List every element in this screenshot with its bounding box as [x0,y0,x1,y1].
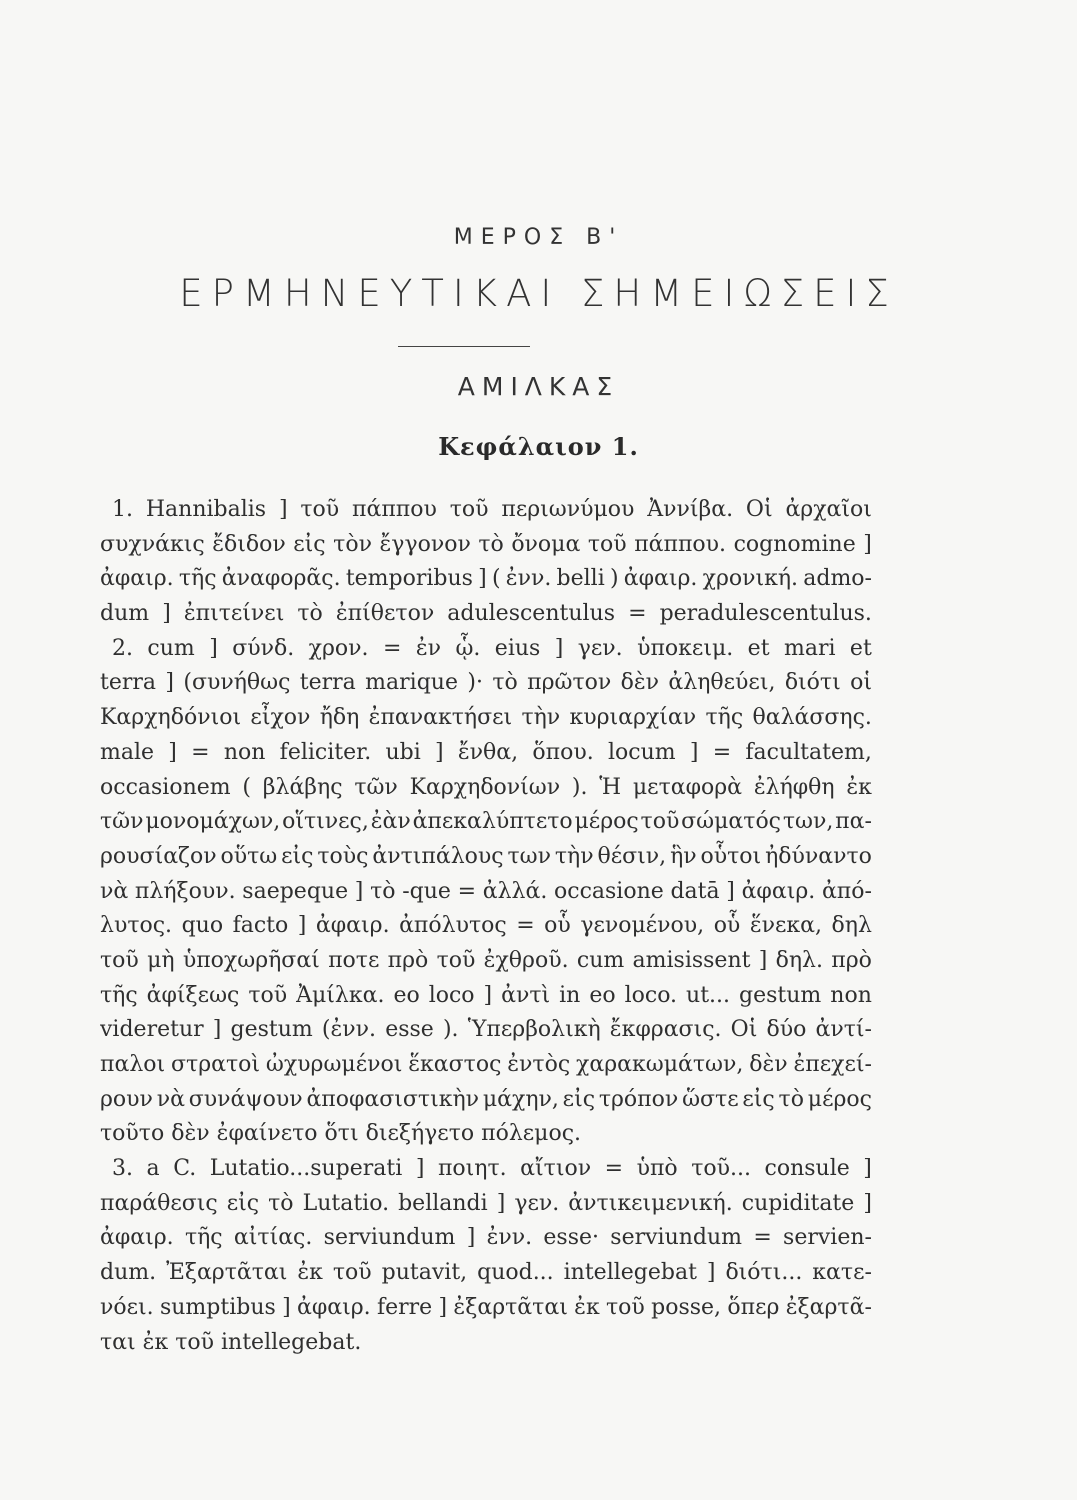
text-line: ἀφαιρ. τῆς ἀναφορᾶς. temporibus ] ( ἐνν. belli ) ἀφαιρ. χρονική. admo- [100,566,872,592]
title-divider [398,346,530,347]
text-line: συχνάκις ἔδιδον εἰς τὸν ἔγγονον τὸ ὄνομα τοῦ πάππου. cognomine ] [100,531,872,557]
commentary-text [100,493,872,1360]
section-title: ΑΜΙΛΚΑΣ [457,372,620,401]
main-title: ΕΡΜΗΝΕΥΤΙΚΑΙ ΣΗΜΕΙΩΣΕΙΣ [179,272,898,315]
text-line: ἀφαιρ. τῆς αἰτίας. serviundum ] ἐνν. esse· serviundum = servien- [100,1225,872,1251]
text-line: παράθεσις εἰς τὸ Lutatio. bellandi ] γεν. ἀντικειμενική. cupiditate ] [100,1190,872,1216]
text-line: παλοι στρατοὶ ὠχυρωμένοι ἕκαστος ἐντὸς χαρακωμάτων, δὲν ἐπεχεί- [100,1052,872,1077]
text-line: occasionem ( βλάβης τῶν Καρχηδονίων ). Ἡ μεταφορὰ ἐλήφθη ἐκ [100,774,872,800]
part-label: ΜΕΡΟΣ Β' [453,225,624,250]
text-line: τῶν μονομάχων, οἵτινες, ἐὰν ἀπεκαλύπτετο μέρος τοῦ σώματός των, πα- [100,809,872,835]
text-line: νὰ πλήξουν. saepeque ] τὸ -que = ἀλλά. occasione datā ] ἀφαιρ. ἀπό- [100,878,872,904]
chapter-title: Κεφάλαιον 1. [438,432,639,461]
text-line: νόει. sumptibus ] ἀφαιρ. ferre ] ἐξαρτᾶται ἐκ τοῦ posse, ὅπερ ἐξαρτᾶ- [100,1294,872,1320]
text-line: ρουσίαζον οὕτω εἰς τοὺς ἀντιπάλους των τὴν θέσιν, ἣν οὗτοι ἠδύναντο [100,843,872,869]
text-line: 3. a C. Lutatio...superati ] ποιητ. αἴτιον = ὑπὸ τοῦ... consule ] [112,1156,872,1182]
text-line: 1. Hannibalis ] τοῦ πάππου τοῦ περιωνύμου Ἀννίβα. Οἱ ἀρχαῖοι [112,497,872,522]
text-line: τοῦ μὴ ὑποχωρῆσαί ποτε πρὸ τοῦ ἐχθροῦ. cum amisissent ] δηλ. πρὸ [100,947,872,973]
text-line: ρουν νὰ συνάψουν ἀποφασιστικὴν μάχην, εἰς τρόπον ὥστε εἰς τὸ μέρος [100,1086,872,1112]
text-line: male ] = non feliciter. ubi ] ἔνθα, ὅπου. locum ] = facultatem, [100,739,872,765]
text-line: λυτος. quo facto ] ἀφαιρ. ἀπόλυτος = οὗ γενομένου, οὗ ἕνεκα, δηλ [100,913,872,939]
text-line: terra ] (συνήθως terra marique )· τὸ πρῶτον δὲν ἀληθεύει, διότι οἱ [100,670,872,696]
text-line: videretur ] gestum (ἐνν. esse ). Ὑπερβολικὴ ἔκφρασις. Οἱ δύο ἀντί- [100,1017,872,1043]
text-line: τοῦτο δὲν ἐφαίνετο ὅτι διεξήγετο πόλεμος. [100,1121,582,1147]
text-line: ται ἐκ τοῦ intellegebat. [100,1329,362,1355]
text-line: Καρχηδόνιοι εἶχον ἤδη ἐπανακτήσει τὴν κυριαρχίαν τῆς θαλάσσης. [100,705,872,731]
text-line: τῆς ἀφίξεως τοῦ Ἀμίλκα. eo loco ] ἀντὶ in eo loco. ut... gestum non [100,982,872,1008]
text-line: dum. Ἐξαρτᾶται ἐκ τοῦ putavit, quod... intellegebat ] διότι... κατε- [100,1260,872,1286]
text-line: dum ] ἐπιτείνει τὸ ἐπίθετον adulescentulus = peradulescentulus. [100,601,872,627]
text-line: 2. cum ] σύνδ. χρον. = ἐν ᾧ. eius ] γεν. ὑποκειμ. et mari et [112,635,872,661]
